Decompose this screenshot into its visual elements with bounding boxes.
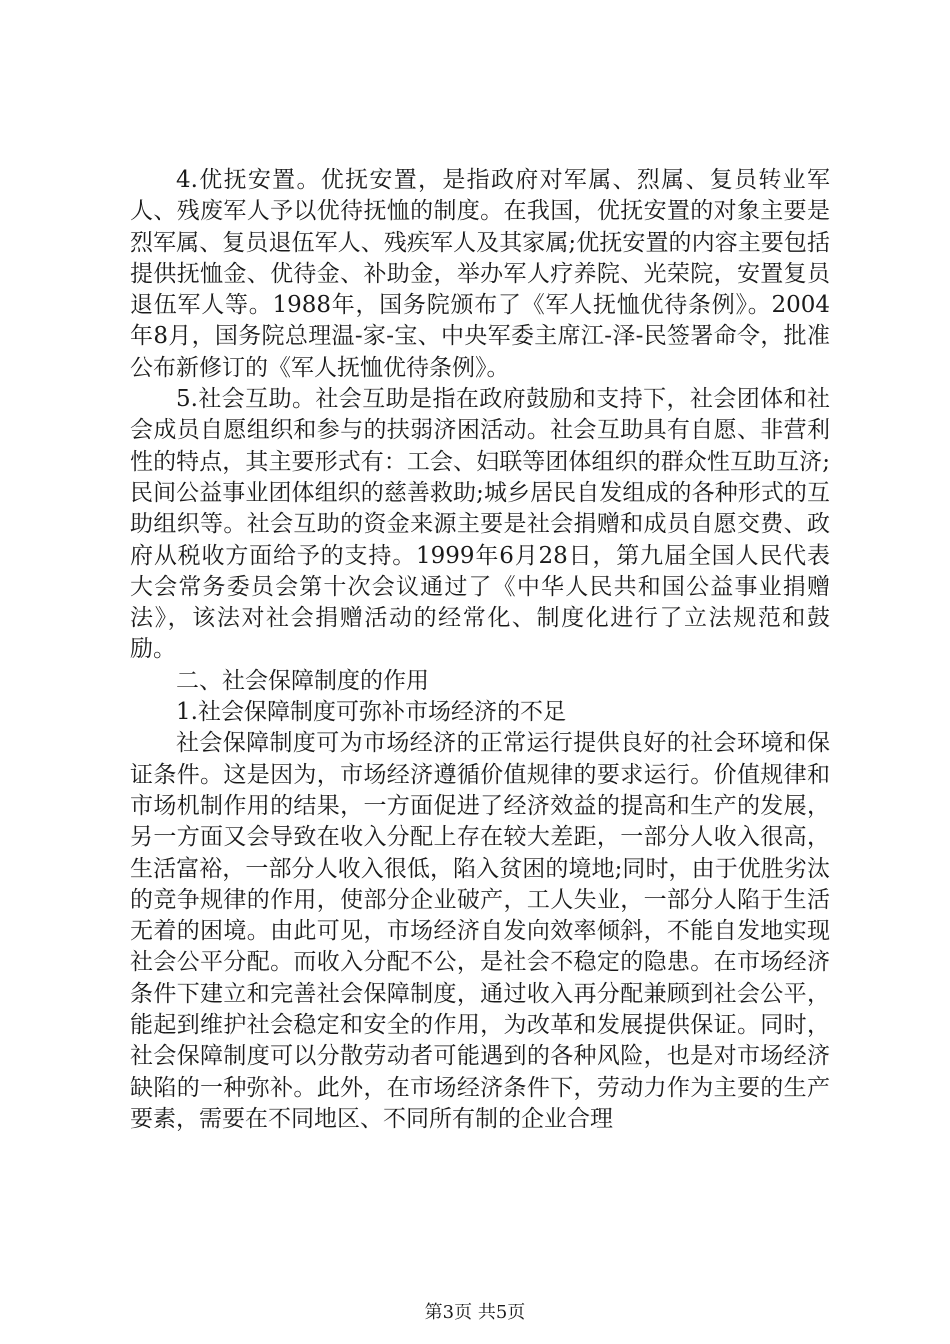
document-body	[130, 165, 830, 1135]
subsection-heading: 1.社会保障制度可弥补市场经济的不足	[176, 699, 566, 726]
section-heading: 二、社会保障制度的作用	[176, 667, 429, 694]
page-number-footer: 第3页 共5页	[424, 1302, 526, 1323]
paragraph-social-mutual-aid: 5.社会互助。社会互助是指在政府鼓励和支持下，社会团体和社会成员自愿组织和参与的扶弱济困活动。社会互助具有自愿、非营利性的特点，其主要形式有：工会、妇联等团体组织的群众性互助互济;民间公益事业团体组织的慈善救助;城乡居民自发组成的各种形式的互助组织等。社会互助的资金来源主要是社会捐赠和成员自愿交费、政府从税收方面给予的支持。1999年6月28日，第九届全国人民代表大会常务委员会第十次会议通过了《中华人民共和国公益事业捐赠法》，该法对社会捐赠活动的经常化、制度化进行了立法规范和鼓励。	[130, 386, 830, 663]
paragraph-preferential-placement: 4.优抚安置。优抚安置，是指政府对军属、烈属、复员转业军人、残废军人予以优待抚恤的制度。在我国，优抚安置的对象主要是烈军属、复员退伍军人、残疾军人及其家属;优抚安置的内容主要包括提供抚恤金、优待金、补助金，举办军人疗养院、光荣院，安置复员退伍军人等。1988年，国务院颁布了《军人抚恤优待条例》。2004年8月，国务院总理温-家-宝、中央军委主席江-泽-民签署命令，批准公布新修订的《军人抚恤优待条例》。	[130, 167, 830, 381]
paragraph-market-economy: 社会保障制度可为市场经济的正常运行提供良好的社会环境和保证条件。这是因为，市场经济遵循价值规律的要求运行。价值规律和市场机制作用的结果，一方面促进了经济效益的提高和生产的发展，另一方面又会导致在收入分配上存在较大差距，一部分人收入很高，生活富裕，一部分人收入很低，陷入贫困的境地;同时，由于优胜劣汰的竞争规律的作用，使部分企业破产，工人失业，一部分人陷于生活无着的困境。由此可见，市场经济自发向效率倾斜，不能自发地实现社会公平分配。而收入分配不公，是社会不稳定的隐患。在市场经济条件下建立和完善社会保障制度，通过收入再分配兼顾到社会公平，能起到维护社会稳定和安全的作用，为改革和发展提供保证。同时，社会保障制度可以分散劳动者可能遇到的各种风险，也是对市场经济缺陷的一种弥补。此外，在市场经济条件下，劳动力作为主要的生产要素，需要在不同地区、不同所有制的企业合理	[130, 730, 830, 1132]
